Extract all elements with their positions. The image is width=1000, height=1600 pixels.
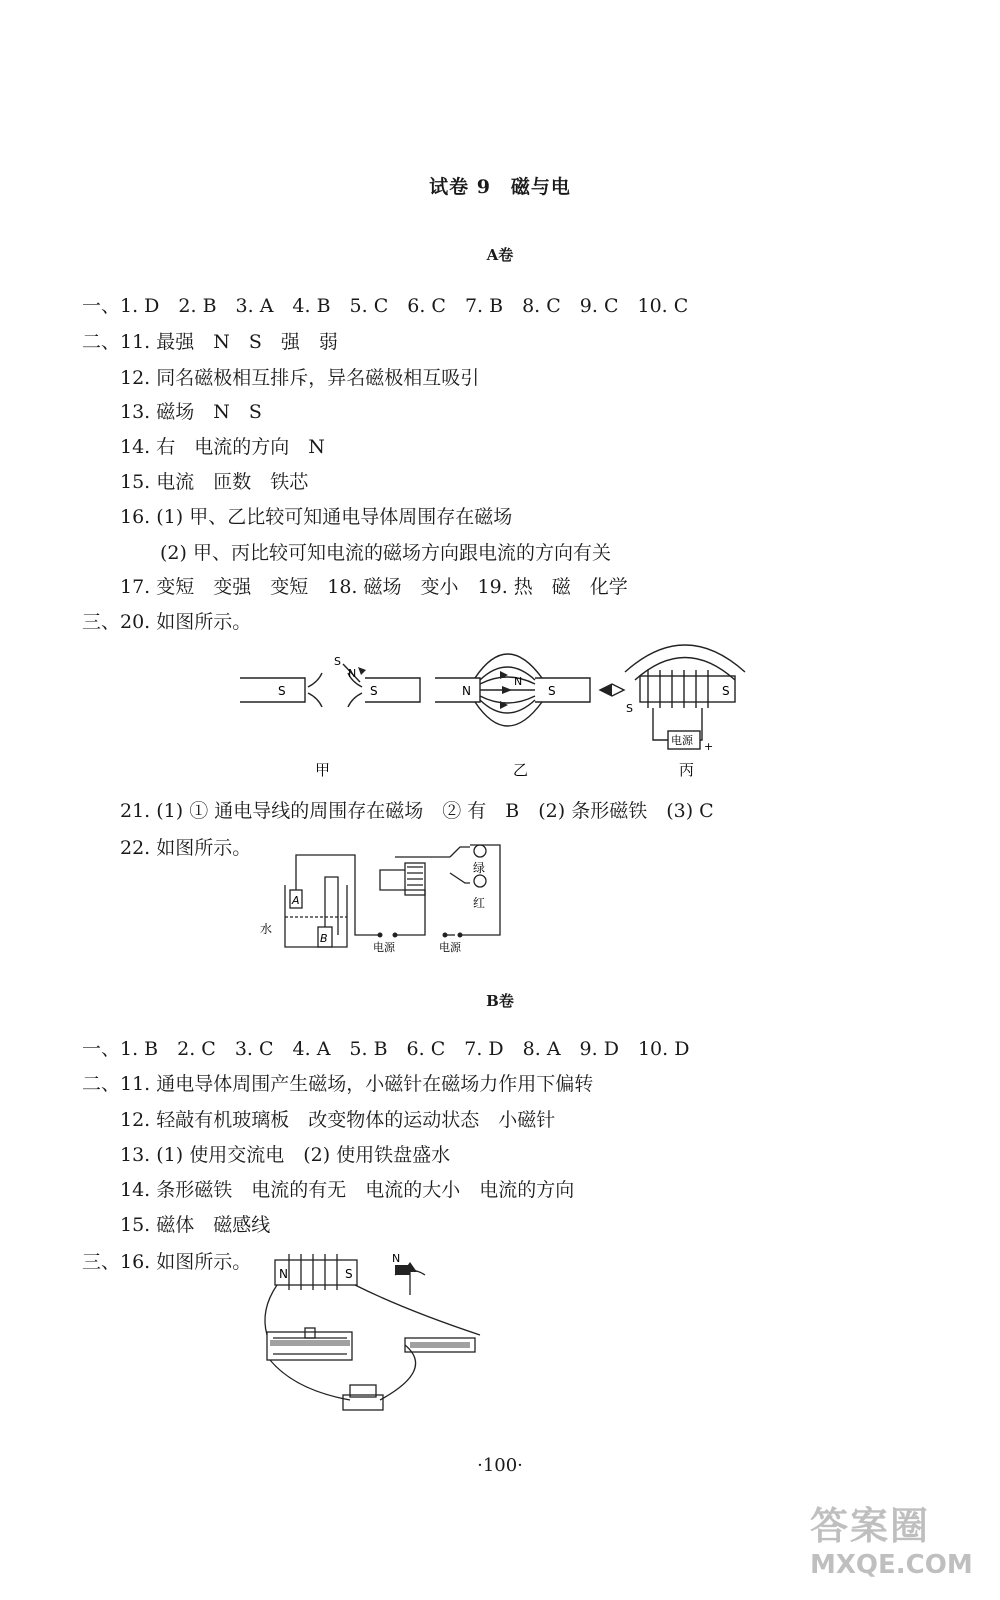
fig20-needle-n: N (348, 667, 357, 680)
fig16-pole-n: N (279, 1267, 288, 1281)
page-title: 试卷 9 磁与电 (429, 176, 571, 198)
figure-16-diagram (255, 1250, 505, 1420)
fig22-red: 红 (473, 896, 486, 910)
fig20-jia-pole-right: S (370, 684, 378, 698)
answer-line-a6: 15. 电流 匝数 铁芯 (120, 471, 309, 493)
fig22-water: 水 (260, 922, 273, 936)
answer-line-a5: 14. 右 电流的方向 N (120, 436, 325, 458)
fig20-power-label: 电源 (671, 734, 693, 747)
fig20-yi-pole-left: N (462, 684, 471, 698)
answer-line-a11: 21. (1) ① 通电导线的周围存在磁场 ② 有 B (2) 条形磁铁 (3) C (120, 800, 714, 822)
answer-line-a12: 22. 如图所示。 (120, 837, 252, 859)
answer-line-b1: 一、1. B 2. C 3. C 4. A 5. B 6. C 7. D 8. A 9. D 10. D (82, 1038, 690, 1060)
answer-line-a10: 三、20. 如图所示。 (82, 611, 252, 633)
fig20-plus: + (704, 740, 714, 753)
answer-line-b7: 三、16. 如图所示。 (82, 1251, 252, 1273)
section-a-label: A卷 (486, 246, 514, 264)
answer-line-b2: 二、11. 通电导体周围产生磁场，小磁针在磁场力作用下偏转 (82, 1073, 594, 1095)
figure-20-diagram (230, 640, 750, 785)
answer-line-b3: 12. 轻敲有机玻璃板 改变物体的运动状态 小磁针 (120, 1109, 556, 1131)
fig16-needle-n: N (392, 1252, 401, 1265)
fig22-green: 绿 (473, 861, 486, 875)
fig20-caption-yi: 乙 (513, 761, 529, 779)
fig20-bing-pole: S (722, 684, 730, 698)
watermark-url: MXQE.COM (810, 1550, 973, 1580)
answer-line-a1: 一、1. D 2. B 3. A 4. B 5. C 6. C 7. B 8. C 9. C 10. C (82, 295, 689, 317)
fig20-yi-pole-right: S (548, 684, 556, 698)
figure-22-diagram (255, 835, 525, 955)
watermark-text: 答案圈 (810, 1504, 931, 1548)
answer-line-b5: 14. 条形磁铁 电流的有无 电流的大小 电流的方向 (120, 1179, 575, 1201)
answer-line-a7: 16. (1) 甲、乙比较可知通电导体周围存在磁场 (120, 506, 513, 528)
answer-line-a2: 二、11. 最强 N S 强 弱 (82, 331, 338, 353)
section-b-label: B卷 (486, 992, 514, 1010)
watermark (810, 1495, 990, 1580)
page-number: ·100· (477, 1455, 523, 1476)
fig22-power-1: 电源 (373, 941, 395, 954)
answer-line-a9: 17. 变短 变强 变短 18. 磁场 变小 19. 热 磁 化学 (120, 576, 628, 598)
fig20-needle-s: S (334, 655, 341, 668)
answer-line-a3: 12. 同名磁极相互排斥，异名磁极相互吸引 (120, 367, 480, 389)
answer-line-a4: 13. 磁场 N S (120, 401, 262, 423)
fig22-label-a: A (292, 894, 300, 907)
answer-line-b6: 15. 磁体 磁感线 (120, 1214, 271, 1236)
fig20-jia-pole-left: S (278, 684, 286, 698)
fig20-caption-bing: 丙 (679, 761, 695, 779)
fig20-bing-needle-s: S (626, 702, 633, 715)
fig22-power-2: 电源 (439, 941, 461, 954)
fig16-pole-s: S (345, 1267, 353, 1281)
answer-line-b4: 13. (1) 使用交流电 (2) 使用铁盘盛水 (120, 1144, 451, 1166)
fig20-yi-needle: N (514, 675, 523, 688)
answer-line-a8: (2) 甲、丙比较可知电流的磁场方向跟电流的方向有关 (160, 542, 611, 564)
fig22-label-b: B (320, 932, 328, 945)
fig20-caption-jia: 甲 (315, 761, 331, 779)
